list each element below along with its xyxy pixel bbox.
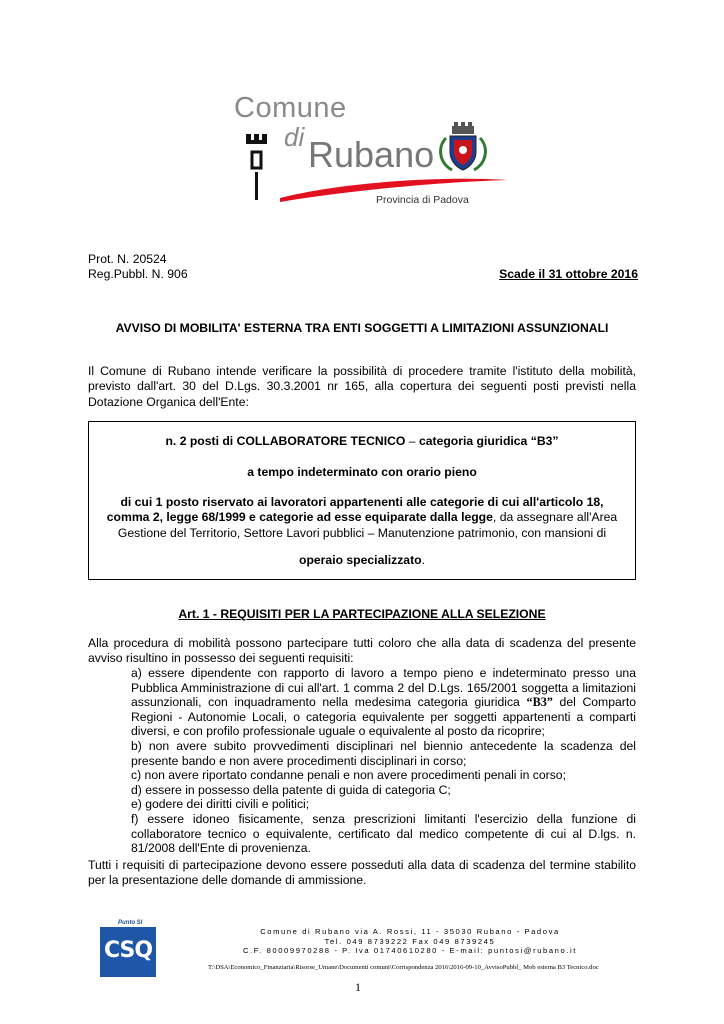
registry-number: Reg.Pubbl. N. 906 [88, 266, 188, 281]
footer-address: Comune di Rubano via A. Rossi, 11 - 35030 Rubano - Padova [260, 927, 560, 936]
footer-contact [180, 927, 640, 956]
logo-text-di: di [284, 122, 305, 152]
deadline: Scade il 31 ottobre 2016 [499, 267, 638, 281]
article-intro: Alla procedura di mobilità possono partecipare tutti coloro che alla data di scadenza del presente avviso risultino in possesso dei seguenti requisiti: [88, 636, 636, 665]
protocol-number: Prot. N. 20524 [88, 252, 167, 266]
csq-label: Punto SI [118, 920, 143, 926]
box-line-reserved: di cui 1 posto riservato ai lavoratori appartenenti alle categorie di cui all'articolo 18, comma 2, legge 68/1999 e categorie ad esse equiparate dalla legge, da assegnare all'Area Gestione del Territorio, Settore Lavori pubblici – Manutenzione patrimonio, con mansioni di [106, 495, 618, 540]
position-box [88, 421, 636, 580]
requirement-c: c) non avere riportato condanne penali e non avere procedimenti penali in corso; [131, 768, 566, 783]
article-outro: Tutti i requisiti di partecipazione devono essere posseduti alla data di scadenza del termine stabilito per la presentazione delle domande di ammissione. [88, 858, 636, 887]
comune-logo [222, 90, 522, 215]
page-number: 1 [355, 980, 361, 994]
footer-phone: Tel. 049 8739222 Fax 049 8739245 [324, 936, 496, 946]
file-path: T:\DSA\Economico_Finanziaria\Risorse_Umane\Documenti comuni\Corrispondenza 2016\2016-09-10_AvvisoPubbl_ Mob esterna B3 Tecnico.doc [208, 964, 599, 971]
article-title: Art. 1 - REQUISITI PER LA PARTECIPAZIONE ALLA SELEZIONE [178, 607, 546, 621]
csq-certification-logo [100, 919, 156, 979]
logo-text-rubano: Rubano [308, 134, 435, 175]
box-line-role: operaio specializzato. [299, 553, 425, 567]
box-line-positions: n. 2 posti di COLLABORATORE TECNICO – categoria giuridica “B3” [165, 434, 559, 448]
document-title: AVVISO DI MOBILITA' ESTERNA TRA ENTI SOGGETTI A LIMITAZIONI ASSUNZIONALI [115, 321, 609, 335]
requirements-list [131, 666, 636, 856]
requirement-f: f) essere idoneo fisicamente, senza prescrizioni limitanti l'esercizio della funzione di collaboratore tecnico o equivalente, certificato dal medico competente di cui al D.lgs. n. 81/2008 dell'Ente di provenienza. [131, 811, 636, 856]
requirement-a: a) essere dipendente con rapporto di lavoro a tempo pieno e indeterminato presso una Pubblica Amministrazione di cui all'art. 1 comma 2 del D.Lgs. 165/2001 soggetta a limitazioni assunzionali, con inquadramento nella medesima categoria giuridica “B3” del Comparto Regioni - Autonomie Locali, o categoria equivalente per soggetti appartenenti a comparti diversi, e con profilo professionale uguale o equivalente al posto da ricoprire; [131, 666, 636, 739]
requirement-b: b) non avere subito provvedimenti disciplinari nel biennio antecedente la scadenza del presente bando e non avere procedimenti disciplinari in corso; [131, 738, 636, 768]
logo-text-comune: Comune [234, 92, 347, 124]
csq-badge [100, 927, 156, 977]
protocol-block [88, 252, 188, 281]
logo-subtitle: Provincia di Padova [376, 194, 469, 206]
requirement-e: e) godere dei diritti civili e politici; [131, 797, 310, 812]
csq-logo-text: CSQ [103, 938, 153, 963]
requirement-d: d) essere in possesso della patente di guida di categoria C; [131, 782, 451, 797]
box-line-contract: a tempo indeterminato con orario pieno [247, 465, 477, 479]
footer-fiscal: C.F. 80009970288 - P. Iva 01740610280 - E-mail: puntosi@rubano.it [242, 946, 578, 956]
intro-paragraph: Il Comune di Rubano intende verificare la possibilità di procedere tramite l'istituto della mobilità, previsto dall'art. 30 del D.Lgs. 30.3.2001 nr 165, alla copertura dei seguenti posti previsti nella Dotazione Organica dell'Ente: [88, 364, 636, 409]
